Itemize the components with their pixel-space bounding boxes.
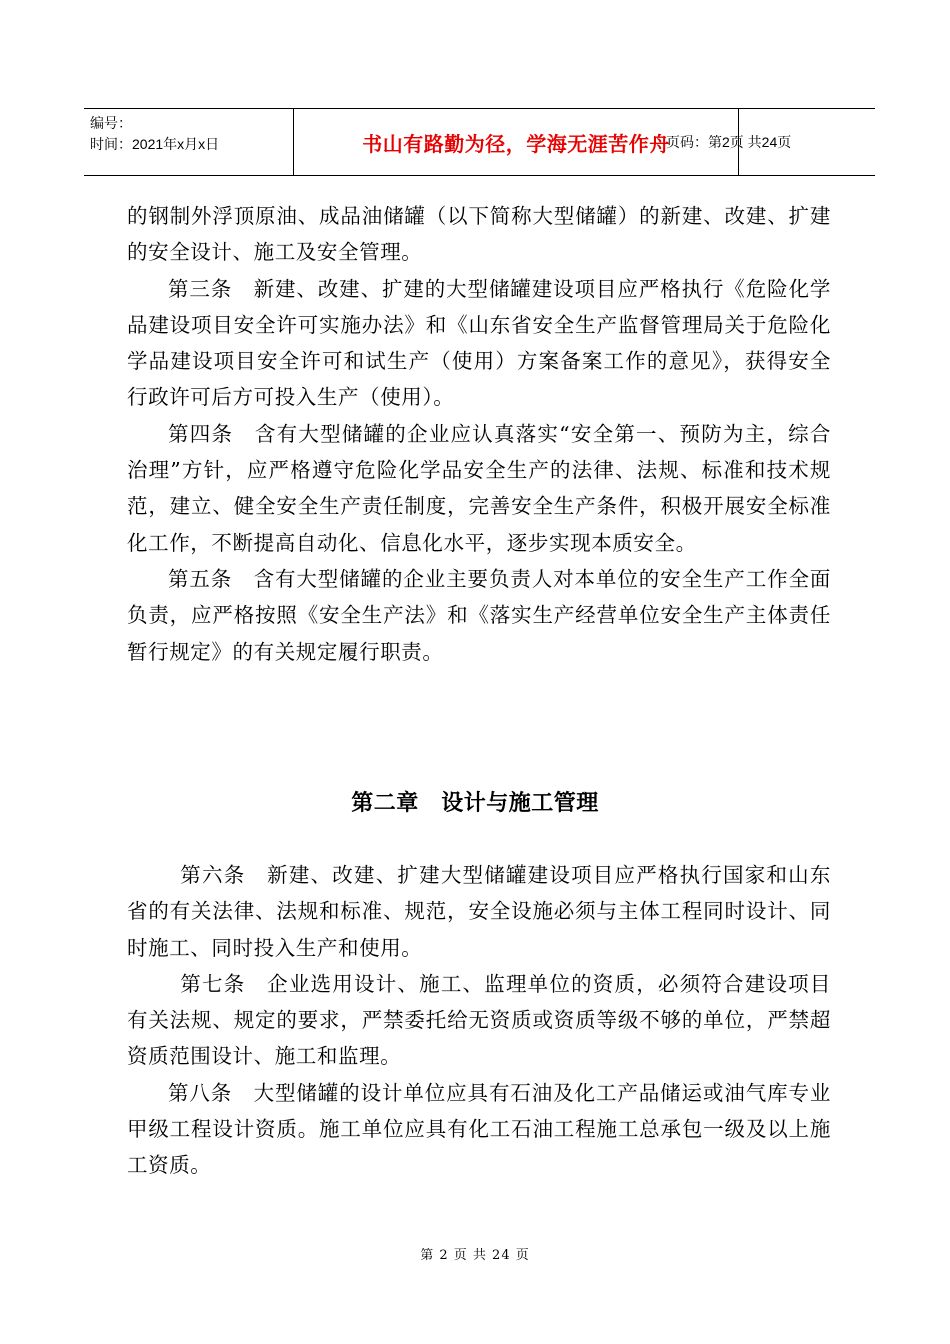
header-meta: [90, 113, 290, 155]
body-text-bottom: [127, 857, 831, 1184]
paragraph-article-5: 第五条 含有大型储罐的企业主要负责人对本单位的安全生产工作全面负责，应严格按照《安全生产法》和《落实生产经营单位安全生产主体责任暂行规定》的有关规定履行职责。: [127, 566, 831, 664]
page-header: [84, 108, 875, 176]
paragraph-article-6: 第六条 新建、改建、扩建大型储罐建设项目应严格执行国家和山东省的有关法律、法规和标准、规范，安全设施必须与主体工程同时设计、同时施工、同时投入生产和使用。: [127, 863, 831, 960]
body-text-top: [127, 198, 831, 670]
chapter-title: 第二章 设计与施工管理: [351, 791, 599, 816]
page-footer: 第 2 页 共 24 页: [420, 1248, 530, 1263]
paragraph: 的钢制外浮顶原油、成品油储罐（以下简称大型储罐）的新建、改建、扩建的安全设计、施工及安全管理。: [127, 204, 831, 265]
header-page-info: 页码：第2页 共24页: [666, 134, 792, 150]
document-time-label: 时间：2021年x月x日: [90, 136, 220, 152]
paragraph-article-8: 第八条 大型储罐的设计单位应具有石油及化工产品储运或油气库专业甲级工程设计资质。施工单位应具有化工石油工程施工总承包一级及以上施工资质。: [127, 1080, 831, 1178]
paragraph-article-4: 第四条 含有大型储罐的企业应认真落实“安全第一、预防为主，综合治理”方针，应严格遵守危险化学品安全生产的法律、法规、标准和技术规范，建立、健全安全生产责任制度，完善安全生产条件，积极开展安全标准化工作，不断提高自动化、信息化水平，逐步实现本质安全。: [127, 421, 831, 555]
document-number-label: 编号：: [90, 115, 132, 131]
header-motto: 书山有路勤为径，学海无涯苦作舟: [293, 109, 739, 175]
paragraph-article-3: 第三条 新建、改建、扩建的大型储罐建设项目应严格执行《危险化学品建设项目安全许可实施办法》和《山东省安全生产监督管理局关于危险化学品建设项目安全许可和试生产（使用）方案备案工作的意见》，获得安全行政许可后方可投入生产（使用）。: [127, 276, 831, 410]
paragraph-article-7: 第七条 企业选用设计、施工、监理单位的资质，必须符合建设项目有关法规、规定的要求，严禁委托给无资质或资质等级不够的单位，严禁超资质范围设计、施工和监理。: [127, 971, 831, 1069]
